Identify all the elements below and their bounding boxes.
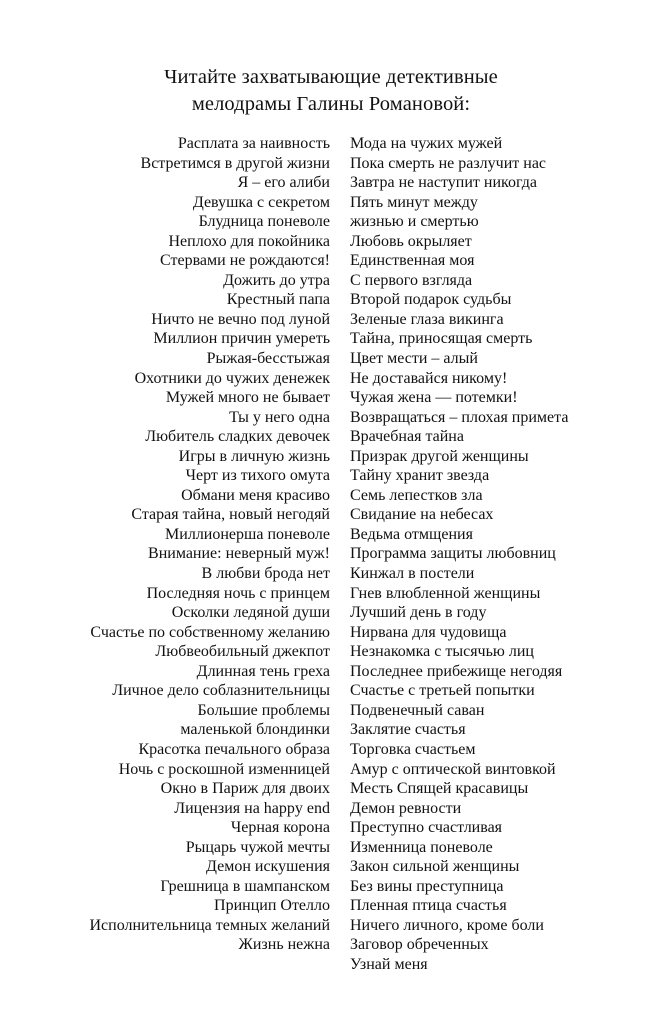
book-title: Счастье с третьей попытки [350,682,535,700]
book-title: Врачебная тайна [350,428,464,446]
book-title: Охотники до чужих денежек [134,369,330,387]
book-title: Цвет мести – алый [350,350,478,368]
book-title: Амур с оптической винтовкой [350,760,556,778]
book-title: Ночь с роскошной изменницей [118,760,330,778]
book-title: Большие проблемы [197,701,330,719]
right-title-column [350,134,568,975]
book-title: Рыцарь чужой мечты [185,838,330,856]
book-title: Последняя ночь с принцем [146,584,330,602]
book-title: Закон сильной женщины [350,858,520,876]
book-title: жизнью и смертью [350,213,479,231]
book-title: Окно в Париж для двоих [160,780,330,798]
book-title: Изменница поневоле [350,838,493,856]
book-title: Торговка счастьем [350,740,476,758]
book-title: Стервами не рождаются! [160,252,330,270]
book-title: Миллион причин умереть [153,330,330,348]
book-title: Демон ревности [350,799,462,817]
book-title: В любви брода нет [201,565,330,583]
book-title: Узнай меня [350,955,428,973]
book-title: С первого взгляда [350,271,473,289]
book-title: Завтра не наступит никогда [350,174,537,192]
left-title-column [89,134,330,955]
book-title: Ничего личного, кроме боли [350,916,544,934]
book-title: Заговор обреченных [350,936,489,954]
book-title: Черт из тихого омута [185,467,330,485]
book-title: Чужая жена — потемки! [350,389,518,407]
book-title: Игры в личную жизнь [178,447,330,465]
book-title: Грешница в шампанском [160,877,330,895]
book-title: Демон искушения [205,858,330,876]
book-title: Нирвана для чудовища [350,623,507,641]
book-title: Любвеобильный джекпот [155,643,330,661]
book-title: Обмани меня красиво [181,486,330,504]
book-title: Программа защиты любовниц [350,545,556,563]
book-title: Девушка с секретом [192,193,330,211]
book-title: Пять минут между [350,193,478,211]
book-title: Пленная птица счастья [350,897,507,915]
book-title: Без вины преступница [350,877,504,895]
book-title: Длинная тень греха [196,662,330,680]
book-title: Заклятие счастья [350,721,466,739]
book-title: Я – его алиби [237,174,330,192]
book-title: Старая тайна, новый негодяй [131,506,330,524]
book-title: Дожить до утра [223,271,330,289]
book-title: Пока смерть не разлучит нас [350,154,547,172]
book-title: Незнакомка с тысячью лиц [350,643,534,661]
book-title: Тайну хранит звезда [350,467,490,485]
book-title: Исполнительница темных желаний [89,916,330,934]
book-title: Мода на чужих мужей [350,135,503,152]
book-title: Второй подарок судьбы [350,291,512,309]
book-title: Миллионерша поневоле [165,525,330,543]
book-title: Неплохо для покойника [168,232,330,250]
book-title: Любитель сладких девочек [145,428,330,446]
book-title: Зеленые глаза викинга [350,310,504,328]
book-title: Возвращаться – плохая примета [350,408,569,426]
book-title: Осколки ледяной души [171,604,330,622]
heading-line-2: мелодрамы Галины Романовой: [191,93,471,115]
book-title: Мужей много не бывает [165,389,330,407]
book-title: Месть Спящей красавицы [350,780,529,798]
book-title: Личное дело соблазнительницы [112,682,330,700]
book-title: Расплата за наивность [177,135,330,152]
book-title: Кинжал в постели [350,565,475,583]
book-title: Семь лепестков зла [350,486,483,504]
book-title: Любовь окрыляет [350,232,472,250]
book-title: Единственная моя [350,252,475,270]
book-title: Тайна, приносящая смерть [350,330,533,348]
book-title: Счастье по собственному желанию [90,623,330,641]
page-heading [0,64,662,118]
book-title: Призрак другой женщины [350,447,529,465]
book-title: Жизнь нежна [238,936,330,954]
book-title: Рыжая-бесстыжая [206,350,330,368]
book-title: Не доставайся никому! [350,369,508,387]
book-title: Внимание: неверный муж! [148,545,330,563]
book-title: Встретимся в другой жизни [140,154,330,172]
book-title: Черная корона [230,819,330,837]
book-title: Красотка печального образа [138,740,330,758]
heading-line-1: Читайте захватывающие детективные [164,66,498,88]
book-title: Принцип Отелло [214,897,330,915]
book-title: Преступно счастливая [350,819,503,837]
book-title: Лицензия на happy end [174,799,330,817]
book-title: Подвенечный саван [350,701,485,719]
book-title: Свидание на небесах [350,506,494,524]
book-title: Блудница поневоле [198,213,330,231]
book-title: Ведьма отмщения [350,525,473,543]
book-title: Лучший день в году [350,604,487,622]
book-title: маленькой блондинки [180,721,330,739]
book-title: Ты у него одна [229,408,330,426]
book-title: Гнев влюбленной женщины [350,584,541,602]
book-title: Крестный папа [226,291,330,309]
book-title: Последнее прибежище негодяя [350,662,563,680]
book-title: Ничто не вечно под луной [151,310,330,328]
